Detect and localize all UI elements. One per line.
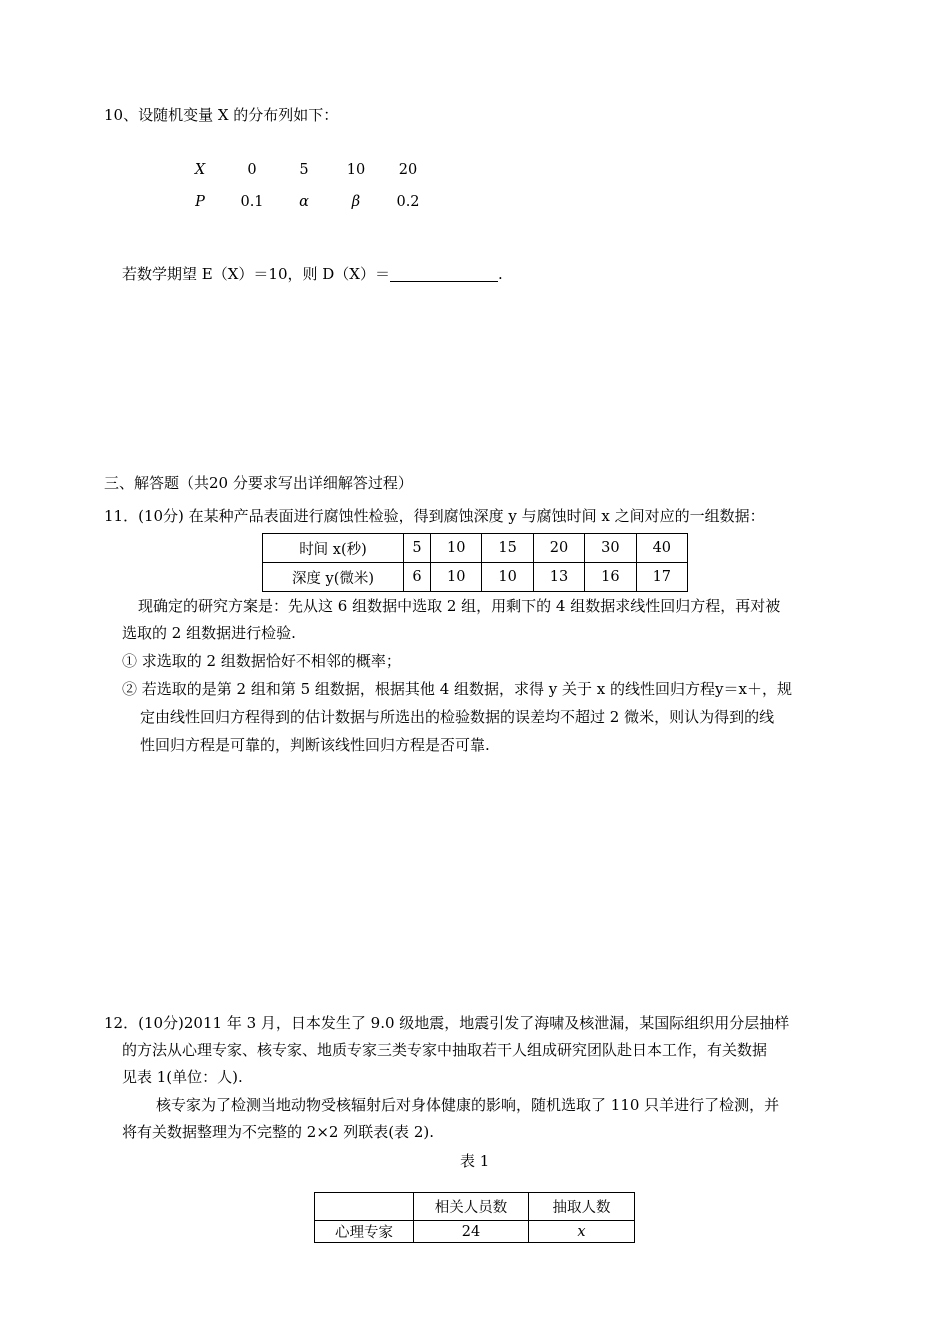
- dist-cell: 0.2: [396, 194, 420, 210]
- dist-cell: 0: [247, 162, 257, 178]
- table-cell: 10: [431, 534, 482, 563]
- table-cell: 20: [533, 534, 584, 563]
- q11-plan-line2: 选取的 2 组数据进行检验.: [122, 624, 296, 642]
- q12-line2: 的方法从心理专家、核专家、地质专家三类专家中抽取若干人组成研究团队赴日本工作，有关数据: [122, 1041, 768, 1059]
- table-cell: x: [529, 1221, 635, 1243]
- table-cell: 5: [404, 534, 431, 563]
- table-cell: 时间 x(秒): [263, 534, 404, 563]
- table-cell: 30: [585, 534, 636, 563]
- table-cell: 17: [636, 563, 687, 592]
- table-row: [315, 1221, 635, 1243]
- table-row: [263, 534, 688, 563]
- dist-cell: X: [194, 162, 206, 178]
- table-cell: 13: [533, 563, 584, 592]
- answer-blank[interactable]: [390, 267, 498, 282]
- q11-part1: ① 求选取的 2 组数据恰好不相邻的概率；: [122, 652, 401, 670]
- table-header-row: [315, 1193, 635, 1221]
- q12-line1: 12．(10分)2011 年 3 月，日本发生了 9.0 级地震，地震引发了海啸及核泄漏，某国际组织用分层抽样: [104, 1014, 790, 1032]
- q10-condition-text: 若数学期望 E（X）＝10，则 D（X）＝: [122, 265, 390, 283]
- corrosion-table: [262, 533, 688, 592]
- q11-stem: 11．(10分) 在某种产品表面进行腐蚀性检验，得到腐蚀深度 y 与腐蚀时间 x 之间对应的一组数据：: [104, 507, 765, 525]
- table-header-cell: 相关人员数: [414, 1193, 529, 1221]
- q10-condition: [122, 263, 503, 284]
- table-row: [263, 563, 688, 592]
- dist-cell: 0.1: [240, 194, 264, 210]
- q11-part2-line1: ② 若选取的是第 2 组和第 5 组数据，根据其他 4 组数据，求得 y 关于 x 的线性回归方程y＝x＋，规: [122, 680, 792, 698]
- q12-line5: 将有关数据整理为不完整的 2×2 列联表(表 2).: [122, 1123, 434, 1141]
- table-cell: 10: [482, 563, 533, 592]
- table-cell: 6: [404, 563, 431, 592]
- distribution-row-x: [174, 154, 434, 186]
- table-cell: 40: [636, 534, 687, 563]
- dist-cell: β: [351, 194, 361, 210]
- q10-intro: 10、设随机变量 X 的分布列如下：: [104, 106, 339, 124]
- table-header-cell: 抽取人数: [529, 1193, 635, 1221]
- table-header-cell: [315, 1193, 414, 1221]
- q12-line3: 见表 1(单位：人).: [122, 1068, 243, 1086]
- q11-part2-line2: 定由线性回归方程得到的估计数据与所选出的检验数据的误差均不超过 2 微米，则认为得到的线: [140, 708, 775, 726]
- q11-part2-line3: 性回归方程是可靠的，判断该线性回归方程是否可靠.: [140, 736, 490, 754]
- distribution-row-p: [174, 186, 434, 218]
- dist-cell: 20: [398, 162, 418, 178]
- dist-cell: α: [299, 194, 309, 210]
- section-title: 三、解答题（共20 分要求写出详细解答过程）: [104, 474, 413, 492]
- table-cell: 10: [431, 563, 482, 592]
- q10-condition-end: .: [497, 265, 503, 283]
- table-caption: 表 1: [460, 1152, 490, 1170]
- table-cell: 深度 y(微米): [263, 563, 404, 592]
- dist-cell: 10: [346, 162, 366, 178]
- table-cell: 24: [414, 1221, 529, 1243]
- table-cell: 16: [585, 563, 636, 592]
- table-cell: 心理专家: [315, 1221, 414, 1243]
- q11-plan-line1: 现确定的研究方案是：先从这 6 组数据中选取 2 组，用剩下的 4 组数据求线性回归方程，再对被: [138, 597, 781, 615]
- dist-cell: P: [195, 194, 205, 210]
- table-cell: 15: [482, 534, 533, 563]
- experts-table: [314, 1192, 635, 1243]
- distribution-table: [174, 154, 434, 218]
- dist-cell: 5: [299, 162, 309, 178]
- q12-line4: 核专家为了检测当地动物受核辐射后对身体健康的影响，随机选取了 110 只羊进行了检测，并: [156, 1096, 780, 1114]
